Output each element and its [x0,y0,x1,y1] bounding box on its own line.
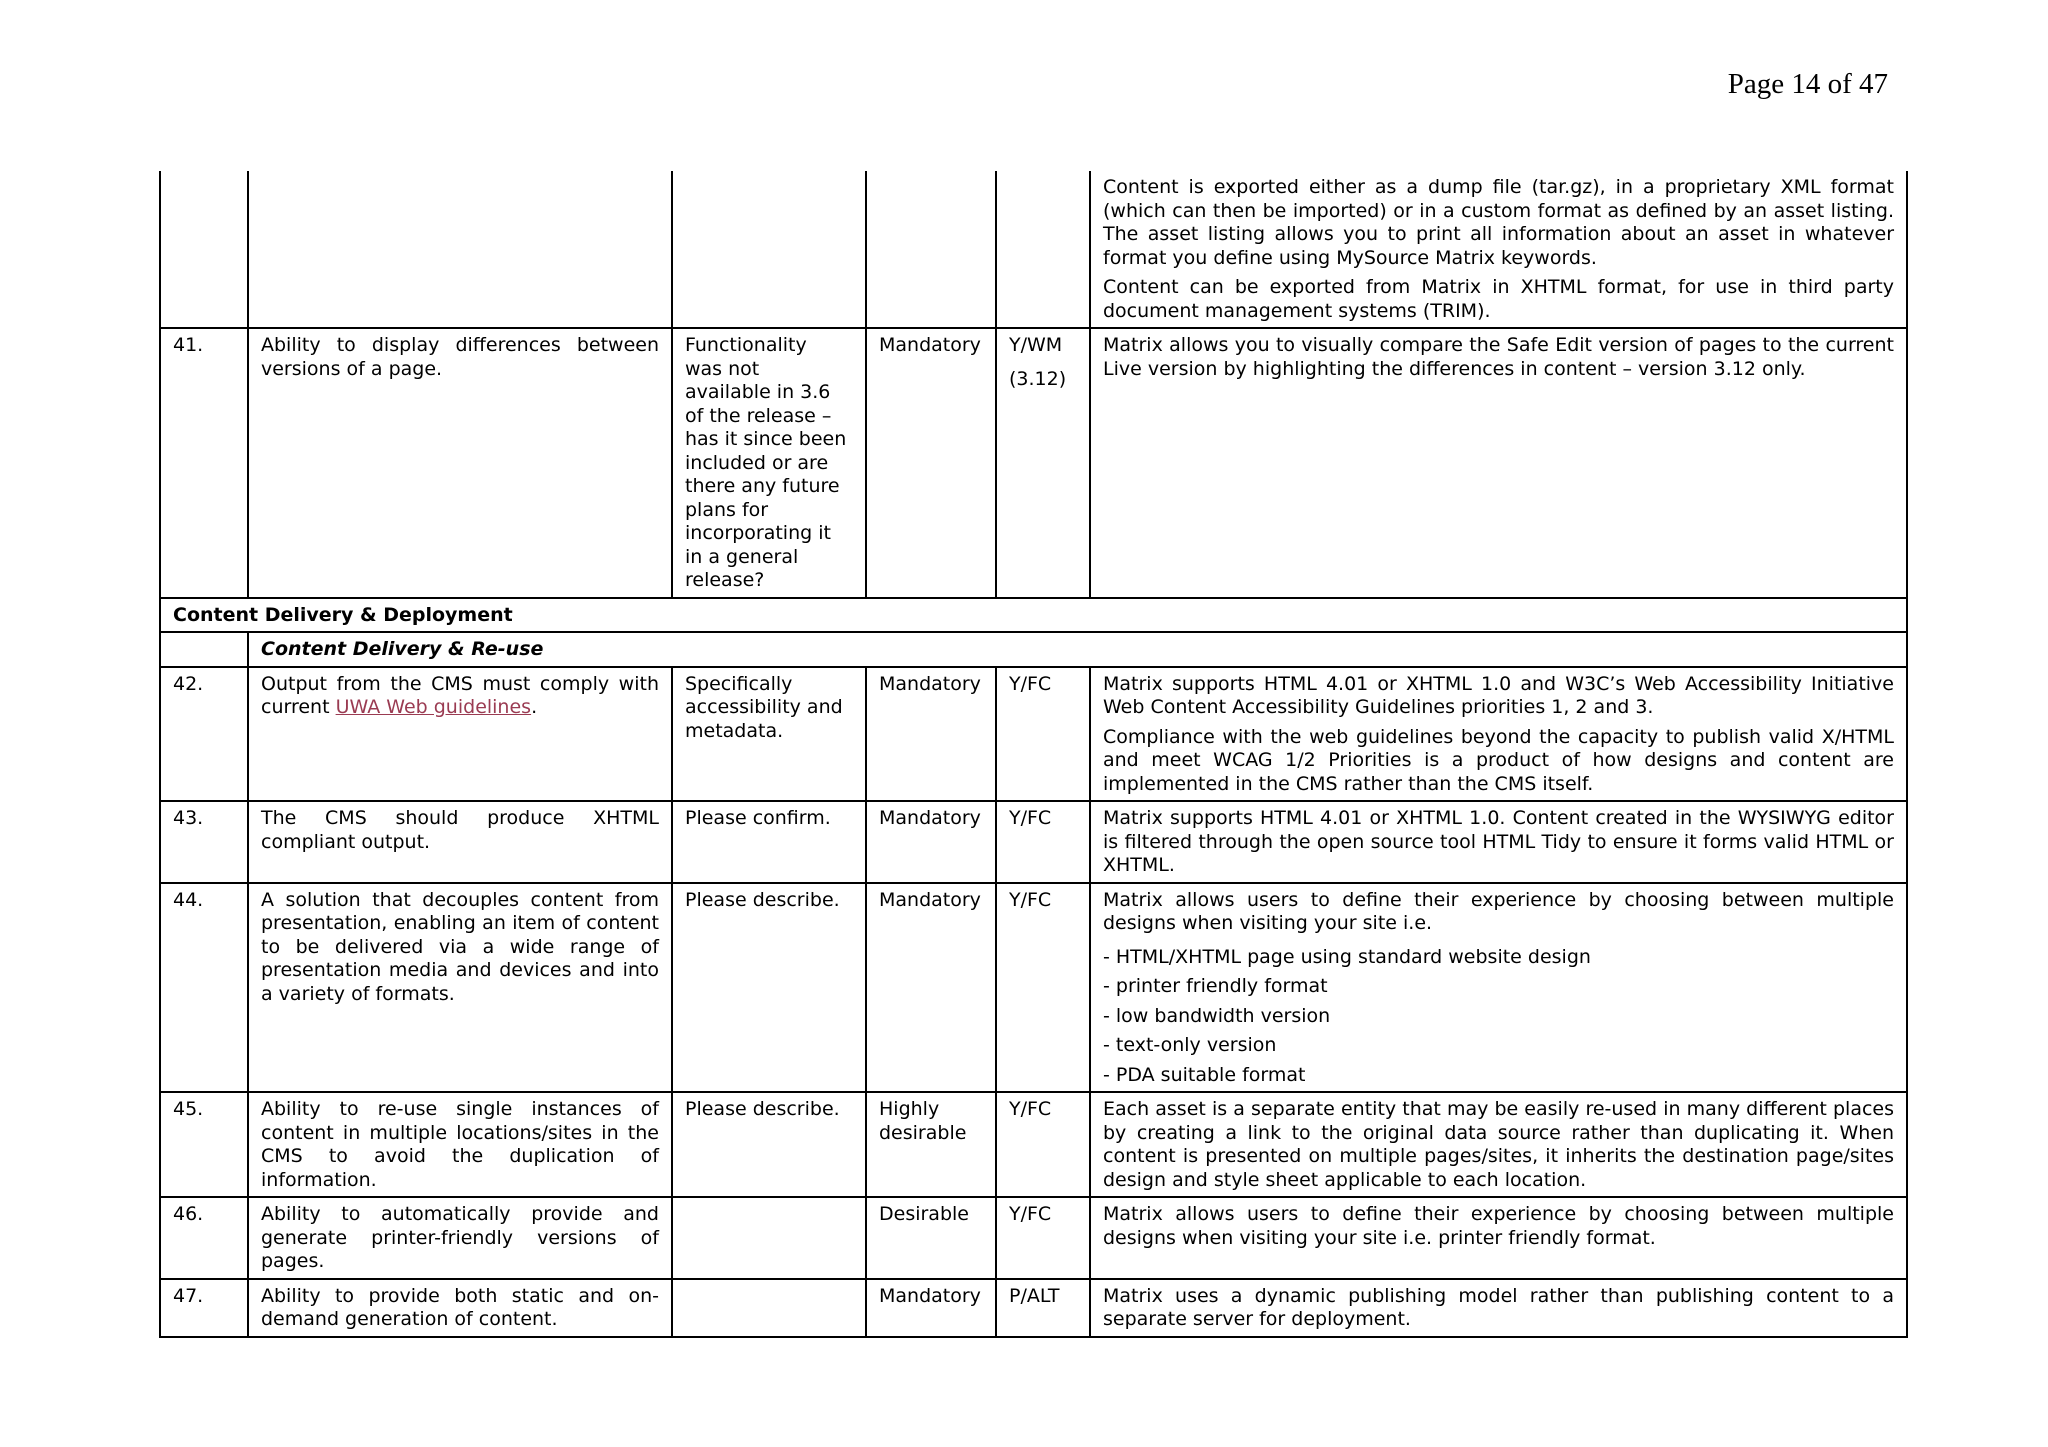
response-cell: Each asset is a separate entity that may be easily re-used in many different places by creating a link to the original data source rather than duplicating it. When content is presented on multiple pages/sites, it inherits the destination page/sites design and style sheet applicable to each location. [1090,1092,1907,1197]
priority-cell: Mandatory [866,883,996,1093]
compliance-cell: Y/FC [996,801,1090,883]
note-cell [672,667,866,802]
response-list-item: - printer friendly format [1103,975,1328,997]
table-row [160,667,1907,802]
note-cell [672,1092,866,1197]
requirements-table [159,171,1908,1338]
response-paragraph: Matrix supports HTML 4.01 or XHTML 1.0 and W3C’s Web Accessibility Initiative Web Content Accessibility Guidelines priorities 1, 2 and 3. [1103,672,1894,718]
compliance-cell: Y/FC [996,883,1090,1093]
num-cell: 41. [160,328,248,598]
priority-cell [866,1092,996,1197]
note-cell [672,801,866,883]
table-row [160,1197,1907,1279]
table-row [160,801,1907,883]
table-row [160,1092,1907,1197]
requirement-cell: A solution that decouples content from presentation, enabling an item of content to be delivered via a wide range of presentation media and devices and into a variety of formats. [248,883,672,1093]
response-list-item: - low bandwidth version [1103,1004,1331,1027]
note-text: Specifically accessibility and metadata. [685,672,843,742]
note-cell [672,1197,866,1279]
priority-text: Highly desirable [879,1098,967,1144]
requirement-cell: Ability to automatically provide and generate printer-friendly versions of pages. [248,1197,672,1279]
note-text: Please describe. [685,888,840,911]
note-cell [672,883,866,1093]
requirement-cell [248,171,672,328]
requirement-text: Output from the CMS must comply with current [261,672,659,718]
table-row [160,1279,1907,1337]
priority-cell: Desirable [866,1197,996,1279]
compliance-cell: Y/FC [996,1092,1090,1197]
table-row-continued [160,171,1907,328]
response-list-item: - PDA suitable format [1103,1063,1306,1086]
compliance-cell: Y/FC [996,1197,1090,1279]
requirement-cell: The CMS should produce XHTML compliant output. [248,801,672,883]
priority-cell: Mandatory [866,667,996,802]
note-text: Functionality was not available in 3.6 of the release – has it since been included or are there any future plans for incorporating it in a general release? [685,334,847,591]
note-cell [672,1279,866,1337]
response-list-item: - text-only version [1103,1034,1277,1056]
table-row [160,328,1907,598]
response-paragraph: Content can be exported from Matrix in XHTML format, for use in third party document management systems (TRIM). [1103,276,1894,322]
response-paragraph: Matrix allows you to visually compare the Safe Edit version of pages to the current Live version by highlighting the differences in content – version 3.12 only. [1103,334,1894,380]
num-cell: 44. [160,883,248,1093]
requirement-text-end: . [531,696,538,718]
response-cell [1090,171,1907,328]
response-cell: Matrix supports HTML 4.01 or XHTML 1.0. Content created in the WYSIWYG editor is filtered through the open source tool HTML Tidy to ensure it forms valid HTML or XHTML. [1090,801,1907,883]
requirement-cell: Ability to re-use single instances of content in multiple locations/sites in the CMS to avoid the duplication of information. [248,1092,672,1197]
requirement-cell: Ability to provide both static and on-demand generation of content. [248,1279,672,1337]
requirement-cell: Ability to display differences between versions of a page. [248,328,672,598]
response-cell [1090,883,1907,1093]
response-cell [1090,667,1907,802]
num-cell: 45. [160,1092,248,1197]
num-cell: 47. [160,1279,248,1337]
page-number: Page 14 of 47 [1727,68,1888,100]
num-cell: 43. [160,801,248,883]
compliance-cell [996,328,1090,598]
num-cell: 46. [160,1197,248,1279]
priority-cell: Mandatory [866,801,996,883]
response-cell: Matrix allows users to define their experience by choosing between multiple designs when visiting your site i.e. printer friendly format. [1090,1197,1907,1279]
response-cell [1090,328,1907,598]
compliance-cell: Y/FC [996,667,1090,802]
note-text: Please describe. [685,1098,840,1120]
note-text: Please confirm. [685,807,831,829]
table-row [160,883,1907,1093]
num-cell: 42. [160,667,248,802]
compliance-cell: P/ALT [996,1279,1090,1337]
compliance-code: Y/WM [1009,334,1063,356]
compliance-version: (3.12) [1009,367,1067,390]
response-paragraph: Content is exported either as a dump file (tar.gz), in a proprietary XML format (which can then be imported) or in a custom format as defined by an asset listing. The asset listing allows you to print all information about an asset in whatever format you define using MySource Matrix keywords. [1103,176,1894,269]
response-paragraph: Compliance with the web guidelines beyond the capacity to publish valid X/HTML and meet WCAG 1/2 Priorities is a product of how designs and content are implemented in the CMS rather than the CMS itself. [1103,725,1894,795]
subsection-header-row [160,632,1907,667]
response-cell: Matrix uses a dynamic publishing model rather than publishing content to a separate server for deployment. [1090,1279,1907,1337]
uwa-web-guidelines-link[interactable]: UWA Web guidelines [335,696,532,718]
num-cell [160,632,248,667]
subsection-title: Content Delivery & Re-use [248,632,1907,667]
num-cell [160,171,248,328]
priority-cell: Mandatory [866,1279,996,1337]
response-list-item: - HTML/XHTML page using standard website design [1103,945,1591,968]
response-intro: Matrix allows users to define their experience by choosing between multiple designs when visiting your site i.e. [1103,888,1894,934]
section-title: Content Delivery & Deployment [160,598,1907,633]
note-cell [672,171,866,328]
section-header-row [160,598,1907,633]
compliance-cell [996,171,1090,328]
priority-cell: Mandatory [866,328,996,598]
note-cell [672,328,866,598]
requirement-cell [248,667,672,802]
priority-cell [866,171,996,328]
